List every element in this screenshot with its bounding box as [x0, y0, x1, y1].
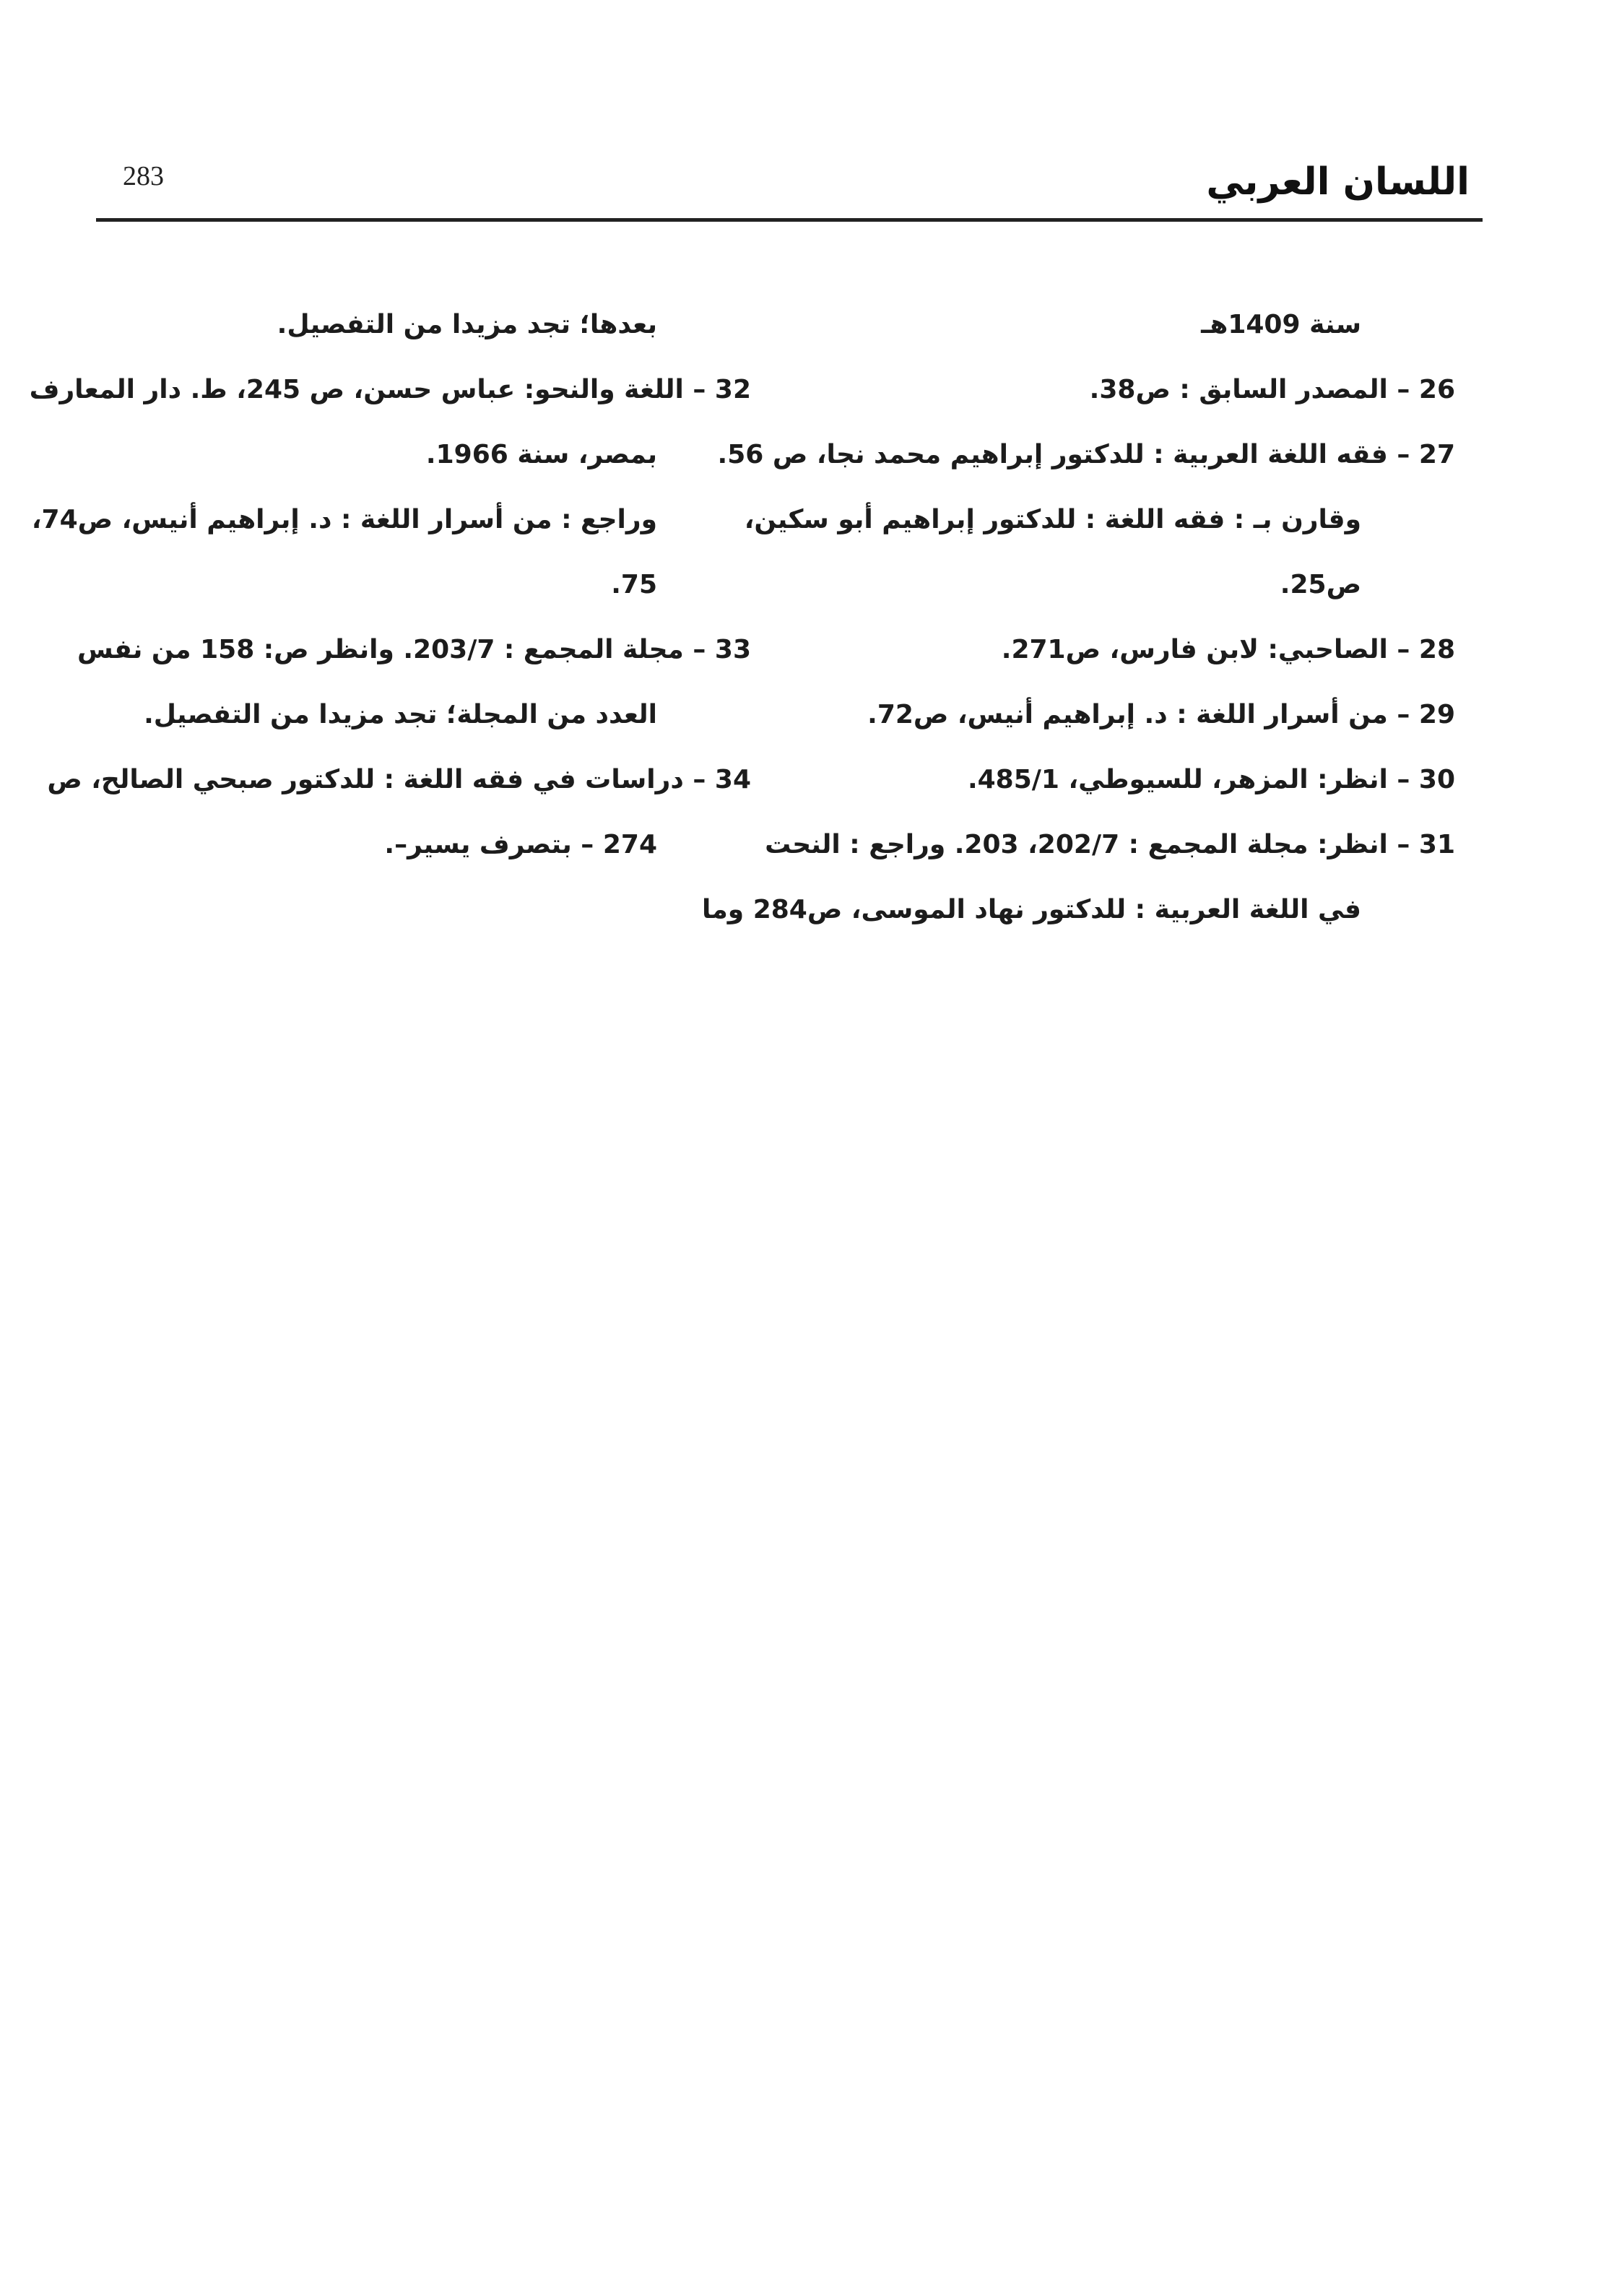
journal-title: اللسان العربي	[1206, 160, 1470, 204]
header-rule	[96, 218, 1483, 222]
footnotes-right-column	[701, 293, 1455, 943]
footnote-32: 32 – اللغة والنحو: عباس حسن، ص 245، ط. دار المعارف	[29, 375, 751, 404]
footnote-27: 27 – فقه اللغة العربية : للدكتور إبراهيم محمد نجا، ص 56.	[717, 440, 1455, 469]
footnote-line: 274 – بتصرف يسير–.	[384, 830, 657, 859]
page-number: 283	[123, 161, 164, 191]
footnote-31: 31 – انظر: مجلة المجمع : 202/7، 203. وراجع : النحت	[765, 830, 1455, 859]
footnote-33: 33 – مجلة المجمع : 203/7. وانظر ص: 158 من نفس	[77, 635, 751, 664]
footnote-line: وقارن بـ : فقه اللغة : للدكتور إبراهيم أبو سكين،	[744, 505, 1361, 534]
footnote-28: 28 – الصاحبي: لابن فارس، ص271.	[1001, 635, 1455, 664]
footnote-line: وراجع : من أسرار اللغة : د. إبراهيم أنيس، ص74،	[31, 505, 657, 534]
footnote-34: 34 – دراسات في فقه اللغة : للدكتور صبحي الصالح، ص	[47, 765, 751, 794]
footnote-29: 29 – من أسرار اللغة : د. إبراهيم أنيس، ص72.	[867, 700, 1455, 729]
footnote-line: سنة 1409هـ	[1201, 310, 1361, 339]
footnote-line: 75.	[611, 570, 657, 599]
footnote-line: في اللغة العربية : للدكتور نهاد الموسى، ص284 وما	[701, 895, 1361, 924]
footnote-30: 30 – انظر: المزهر، للسيوطي، 485/1.	[967, 765, 1455, 794]
footnote-line: ص25.	[1280, 570, 1361, 599]
footnotes-left-column	[29, 293, 751, 878]
footnote-line: بمصر، سنة 1966.	[425, 440, 657, 469]
footnote-line: العدد من المجلة؛ تجد مزيدا من التفصيل.	[144, 700, 657, 729]
footnote-line: بعدها؛ تجد مزيدا من التفصيل.	[277, 310, 657, 339]
footnote-26: 26 – المصدر السابق : ص38.	[1089, 375, 1455, 404]
